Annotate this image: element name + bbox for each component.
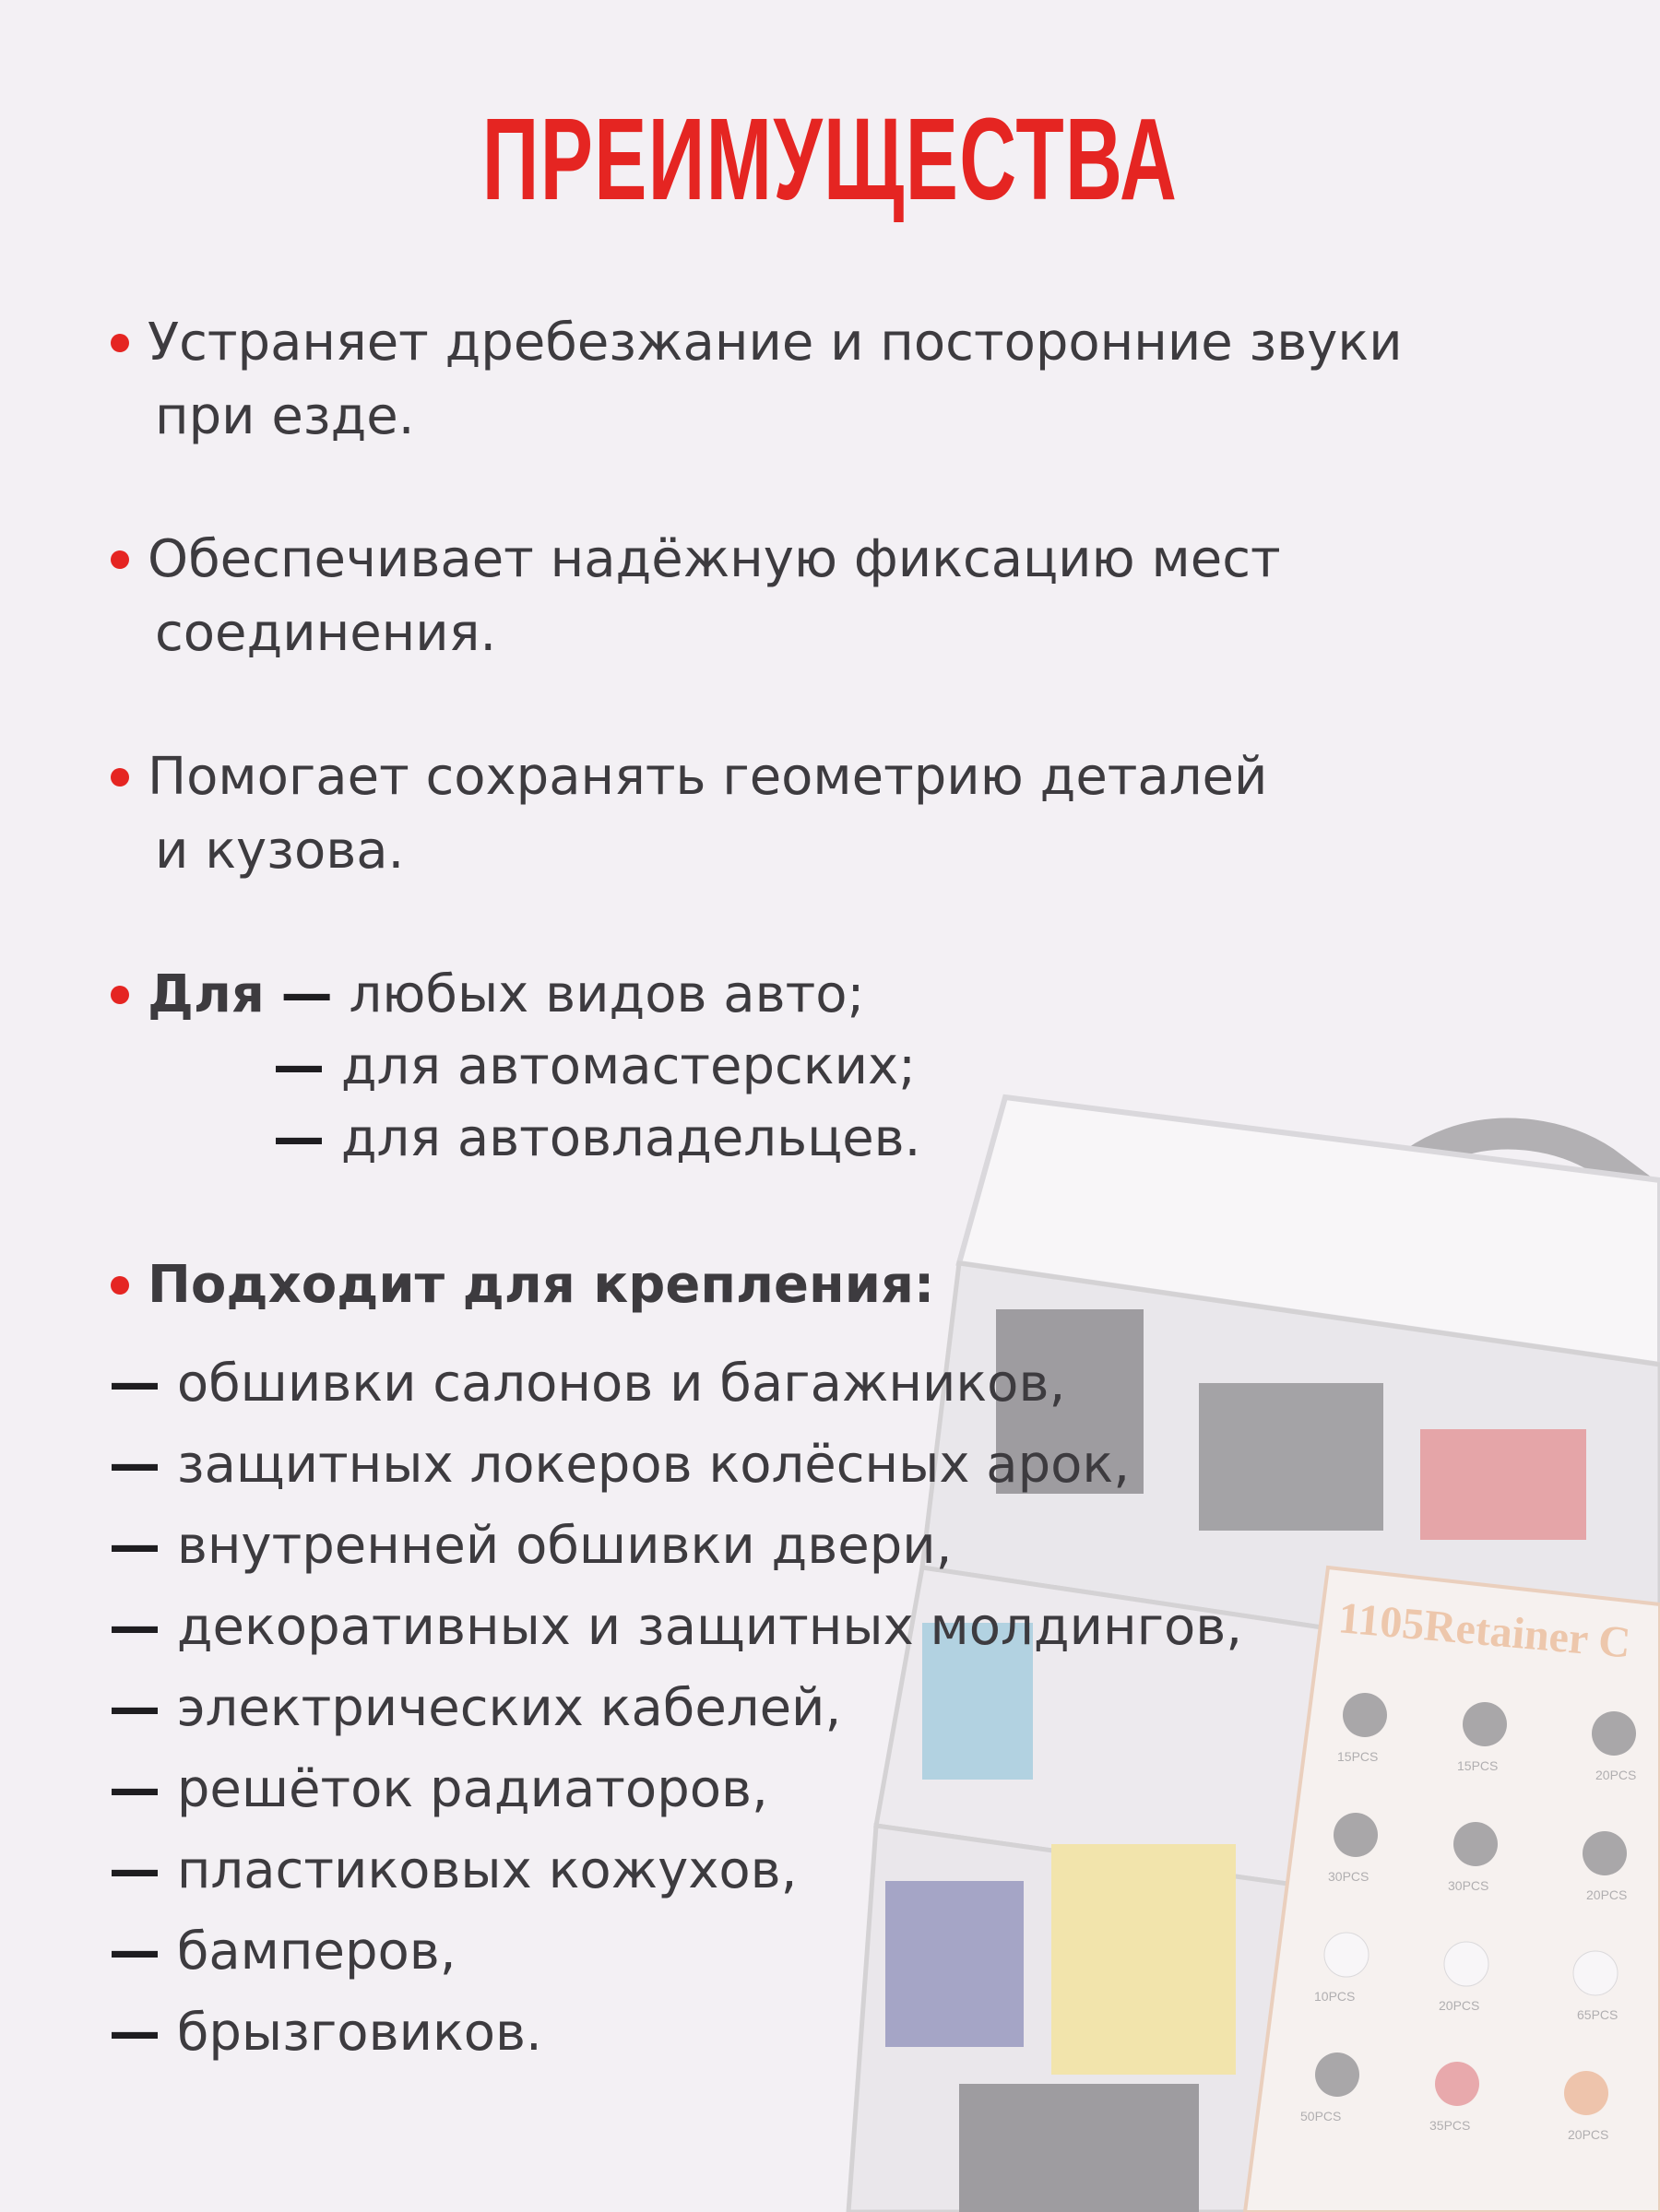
clip-icon bbox=[1592, 1711, 1636, 1756]
for-item-2: для автомастерских; bbox=[340, 1036, 917, 1096]
for-dash: — bbox=[273, 1036, 325, 1096]
benefit-1-line-1: Устраняет дребезжание и посторонние звуки bbox=[148, 313, 1403, 373]
clip-icon bbox=[1573, 1951, 1618, 1995]
clips-red bbox=[1420, 1429, 1586, 1540]
suitable-item: — обшивки салонов и багажников, bbox=[109, 1354, 1066, 1414]
svg-text:15PCS: 15PCS bbox=[1457, 1758, 1499, 1773]
suitable-item: — бамперов, bbox=[109, 1922, 456, 1981]
svg-text:20PCS: 20PCS bbox=[1439, 1998, 1480, 2013]
benefit-3-line-2: и кузова. bbox=[155, 821, 405, 881]
suitable-item: — решёток радиаторов, bbox=[109, 1759, 768, 1819]
benefit-2-line-2: соединения. bbox=[155, 603, 497, 663]
suitable-item: — пластиковых кожухов, bbox=[109, 1840, 798, 1900]
for-dash: — bbox=[280, 964, 333, 1024]
svg-text:10PCS: 10PCS bbox=[1314, 1989, 1356, 2004]
suitable-item: — электрических кабелей, bbox=[109, 1678, 842, 1738]
clip-icon bbox=[1453, 1822, 1498, 1866]
clip-icon bbox=[1564, 2071, 1608, 2115]
suitable-item: — внутренней обшивки двери, bbox=[109, 1516, 953, 1576]
bullet-icon bbox=[111, 334, 129, 352]
svg-text:20PCS: 20PCS bbox=[1586, 1887, 1628, 1902]
for-item-1: любых видов авто; bbox=[349, 964, 865, 1024]
bullet-icon bbox=[111, 768, 129, 787]
clip-icon bbox=[1435, 2062, 1479, 2106]
svg-text:30PCS: 30PCS bbox=[1448, 1878, 1489, 1893]
suitable-item: — защитных локеров колёсных арок, bbox=[109, 1435, 1131, 1495]
svg-text:20PCS: 20PCS bbox=[1568, 2127, 1609, 2142]
clip-icon bbox=[1444, 1942, 1488, 1986]
svg-text:15PCS: 15PCS bbox=[1337, 1749, 1379, 1764]
retainer-card-title: 1105Retainer C bbox=[1336, 1593, 1633, 1668]
benefit-3-line-1: Помогает сохранять геометрию деталей bbox=[148, 747, 1268, 807]
for-line-3 bbox=[273, 1102, 920, 1176]
benefit-1-line-2: при езде. bbox=[155, 386, 415, 446]
for-item-3: для автовладельцев. bbox=[340, 1108, 921, 1168]
page-title: ПРЕИМУЩЕСТВА bbox=[481, 94, 1179, 224]
clip-icon bbox=[1334, 1813, 1378, 1857]
for-line-2 bbox=[273, 1030, 916, 1104]
clips-yellow bbox=[1051, 1844, 1236, 2075]
bullet-icon bbox=[111, 986, 129, 1004]
for-line-1 bbox=[148, 958, 864, 1032]
clip-icon bbox=[1583, 1831, 1627, 1875]
bullet-icon bbox=[111, 1276, 129, 1295]
for-label: Для bbox=[148, 964, 265, 1024]
clip-icon bbox=[1463, 1702, 1507, 1746]
clips-black bbox=[1199, 1383, 1383, 1531]
bullet-icon bbox=[111, 550, 129, 569]
svg-text:65PCS: 65PCS bbox=[1577, 2007, 1618, 2022]
suitable-item: — декоративных и защитных молдингов, bbox=[109, 1597, 1243, 1657]
clip-icon bbox=[1343, 1693, 1387, 1737]
benefit-2-line-1: Обеспечивает надёжную фиксацию мест bbox=[148, 529, 1281, 589]
clip-icon bbox=[1315, 2052, 1359, 2097]
svg-text:30PCS: 30PCS bbox=[1328, 1869, 1370, 1884]
clips-black bbox=[959, 2084, 1199, 2212]
for-dash: — bbox=[273, 1108, 325, 1168]
clips-navy bbox=[885, 1881, 1024, 2047]
svg-text:50PCS: 50PCS bbox=[1300, 2109, 1342, 2123]
svg-text:20PCS: 20PCS bbox=[1595, 1768, 1637, 1782]
suitable-item: — брызговиков. bbox=[109, 2003, 542, 2063]
clip-icon bbox=[1324, 1933, 1369, 1977]
svg-text:35PCS: 35PCS bbox=[1429, 2118, 1471, 2133]
suitable-heading: Подходит для крепления: bbox=[148, 1255, 935, 1315]
